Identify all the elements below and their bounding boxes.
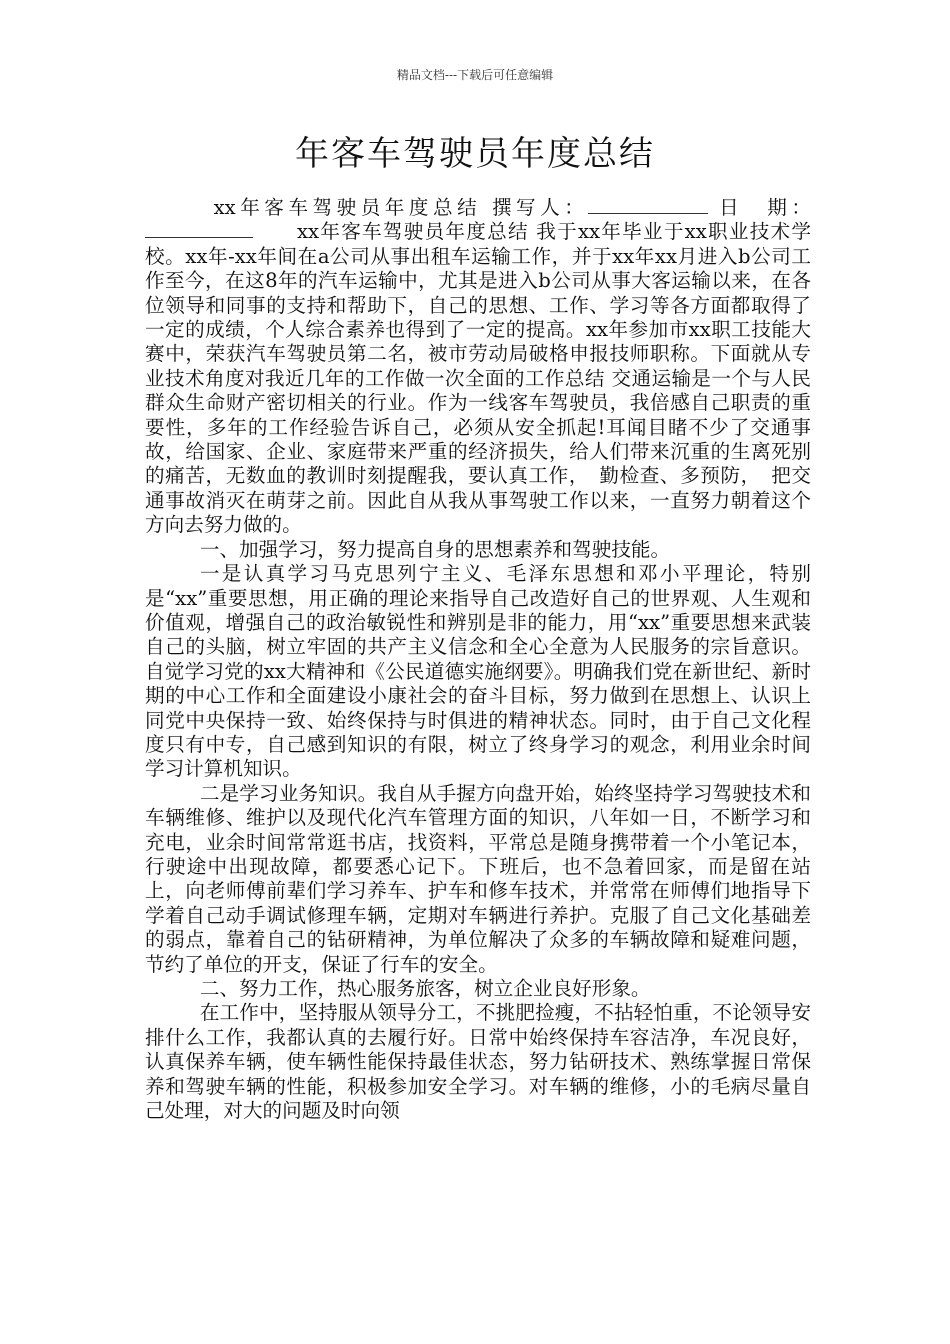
date-blank	[145, 223, 253, 238]
document-body	[145, 196, 811, 1123]
paragraph: 在工作中，坚持服从领导分工，不挑肥捡瘦，不拈轻怕重，不论领导安排什么工作，我都认真的去履行好。日常中始终保持车容洁净，车况良好，认真保养车辆，使车辆性能保持最佳状态，努力钻研技术、熟练掌握日常保养和驾驶车辆的性能，积极参加安全学习。对车辆的维修，小的毛病尽量自己处理，对大的问题及时向领	[145, 1001, 811, 1123]
section-heading-1: 一、加强学习，努力提高自身的思想素养和驾驶技能。	[199, 537, 671, 561]
date-label: 日 期：	[719, 196, 812, 219]
section-heading-2: 二、努力工作，热心服务旅客，树立企业良好形象。	[199, 977, 651, 1000]
paragraph: 二是学习业务知识。我自从手握方向盘开始，始终坚持学习驾驶技术和车辆维修、维护以及现代化汽车管理方面的知识，八年如一日，不断学习和充电，业余时间常常逛书店，找资料，平常总是随身携带着一个小笔记本，行驶途中出现故障，都要悉心记下。下班后，也不急着回家，而是留在站上，向老师傅前辈们学习养车、护车和修车技术，并常常在师傅们地指导下学着自己动手调试修理车辆，定期对车辆进行养护。克服了自己文化基础差的弱点，靠着自己的钻研精神，为单位解决了众多的车辆故障和疑难问题，节约了单位的开支，保证了行车的安全。	[145, 781, 811, 976]
document-title: 年客车驾驶员年度总结	[295, 134, 655, 174]
meta-intro: xx年客车驾驶员年度总结 撰写人：	[213, 196, 589, 219]
meta-paragraph	[145, 196, 811, 538]
lead-text: xx年客车驾驶员年度总结 我于xx年毕业于xx职业技术学校。xx年-xx年间在a公司从事出租车运输工作，并于xx年xx月进入b公司工作至今，在这8年的汽车运输中，尤其是进入b公司从事大客运输以来，在各位领导和同事的支持和帮助下，自己的思想、工作、学习等各方面都取得了一定的成绩，个人综合素养也得到了一定的提高。xx年参加市xx职工技能大赛中，荣获汽车驾驶员第二名，被市劳动局破格申报技师职称。下面就从专业技术角度对我近几年的工作做一次全面的工作总结 交通运输是一个与人民群众生命财产密切相关的行业。作为一线客车驾驶员，我倍感自己职责的重要性，多年的工作经验告诉自己，必须从安全抓起!耳闻目睹不少了交通事故，给国家、企业、家庭带来严重的经济损失，给人们带来沉重的生离死别的痛苦，无数血的教训时刻提醒我，要认真工作， 勤检查、多预防， 把交通事故消灭在萌芽之前。因此自从我从事驾驶工作以来，一直努力朝着这个方向去努力做的。	[145, 220, 811, 537]
author-blank	[588, 199, 708, 214]
paragraph: 一是认真学习马克思列宁主义、毛泽东思想和邓小平理论，特别是“xx”重要思想，用正确的理论来指导自己改造好自己的世界观、人生观和价值观，增强自己的政治敏锐性和辨别是非的能力，用“xx”重要思想来武装自己的头脑，树立牢固的共产主义信念和全心全意为人民服务的宗旨意识。自觉学习党的xx大精神和《公民道德实施纲要》。明确我们党在新世纪、新时期的中心工作和全面建设小康社会的奋斗目标，努力做到在思想上、认识上同党中央保持一致、始终保持与时俱进的精神状态。同时，由于自己文化程度只有中专，自己感到知识的有限，树立了终身学习的观念，利用业余时间学习计算机知识。	[145, 562, 811, 781]
page-header: 精品文档---下载后可任意编辑	[396, 68, 554, 82]
